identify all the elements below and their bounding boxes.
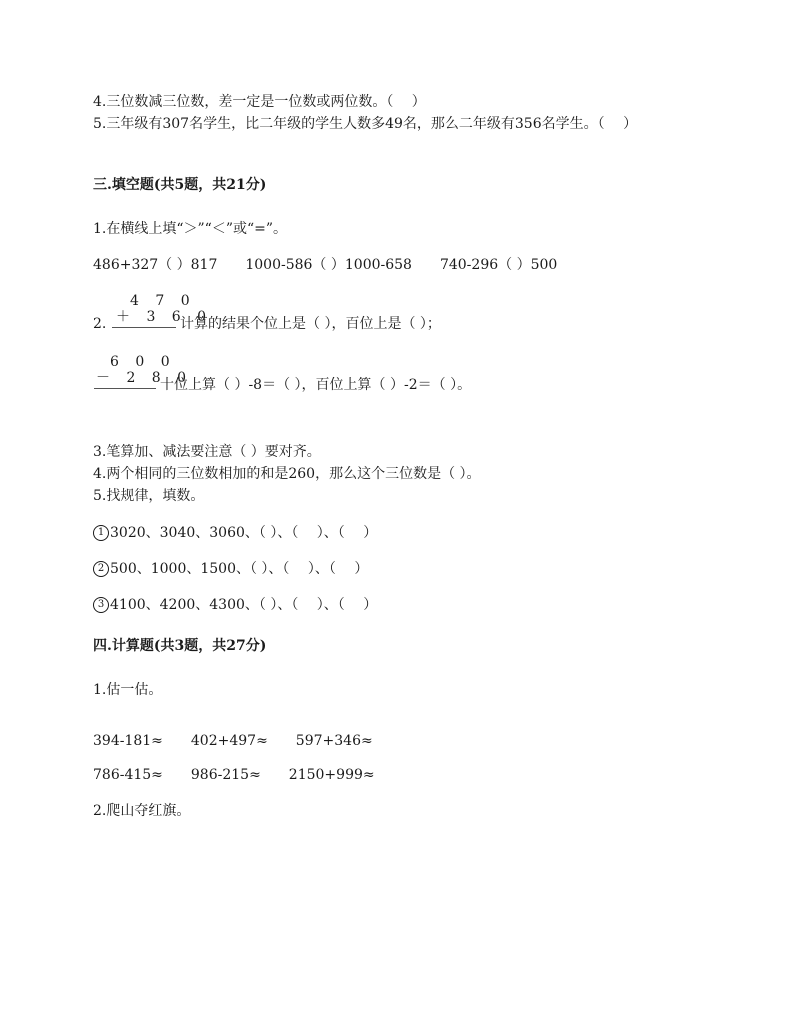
sequence-text-2: 500、1000、1500、（ ）、（ ）、（ ） — [110, 561, 369, 577]
fill-q1: 1.在横线上填“＞”“＜”或“=”。 — [93, 221, 288, 237]
section4-title: 四.计算题(共3题，共27分) — [93, 638, 267, 654]
subtraction-top-digits: 6 0 0 — [110, 354, 176, 370]
estimate-row-2: 786-415≈ 986-215≈ 2150+999≈ — [93, 767, 375, 783]
section3-title: 三.填空题(共5题，共21分) — [93, 177, 267, 193]
fill-q2-number: 2. — [93, 316, 107, 332]
fill-q2b-text: 十位上算（ ）-8＝（ ），百位上算（ ）-2＝（ ）。 — [160, 377, 472, 393]
sequence-row-3 — [93, 596, 377, 614]
circled-number-3: 3 — [93, 597, 109, 613]
calc-q1: 1.估一估。 — [93, 682, 163, 698]
addition-line — [112, 327, 176, 328]
judgement-q4: 4.三位数减三位数，差一定是一位数或两位数。（ ） — [93, 94, 426, 110]
fill-q4: 4.两个相同的三位数相加的和是260，那么这个三位数是（ ）。 — [93, 466, 481, 482]
sequence-text-3: 4100、4200、4300、（ ）、（ ）、（ ） — [110, 597, 378, 613]
addition-bottom-digits: ＋ 3 6 0 — [116, 309, 213, 325]
fill-q3: 3.笔算加、减法要注意（ ）要对齐。 — [93, 444, 321, 460]
circled-number-2: 2 — [93, 561, 109, 577]
circled-number-1: 1 — [93, 525, 109, 541]
fill-q5: 5.找规律，填数。 — [93, 488, 205, 504]
sequence-text-1: 3020、3040、3060、（ ）、（ ）、（ ） — [110, 525, 378, 541]
subtraction-line — [94, 388, 156, 389]
fill-q2-text: 计算的结果个位上是（ ），百位上是（ ）； — [180, 316, 441, 332]
sequence-row-2 — [93, 560, 368, 578]
fill-q1-items: 486+327（ ）817 1000-586（ ）1000-658 740-296（ ）500 — [93, 257, 558, 273]
judgement-q5: 5.三年级有307名学生，比二年级的学生人数多49名，那么二年级有356名学生。（ ） — [93, 116, 638, 132]
estimate-row-1: 394-181≈ 402+497≈ 597+346≈ — [93, 733, 373, 749]
subtraction-bottom-digits: － 2 8 0 — [96, 370, 193, 386]
sequence-row-1 — [93, 524, 377, 542]
addition-top-digits: 4 7 0 — [130, 293, 196, 309]
calc-q2: 2.爬山夺红旗。 — [93, 803, 191, 819]
